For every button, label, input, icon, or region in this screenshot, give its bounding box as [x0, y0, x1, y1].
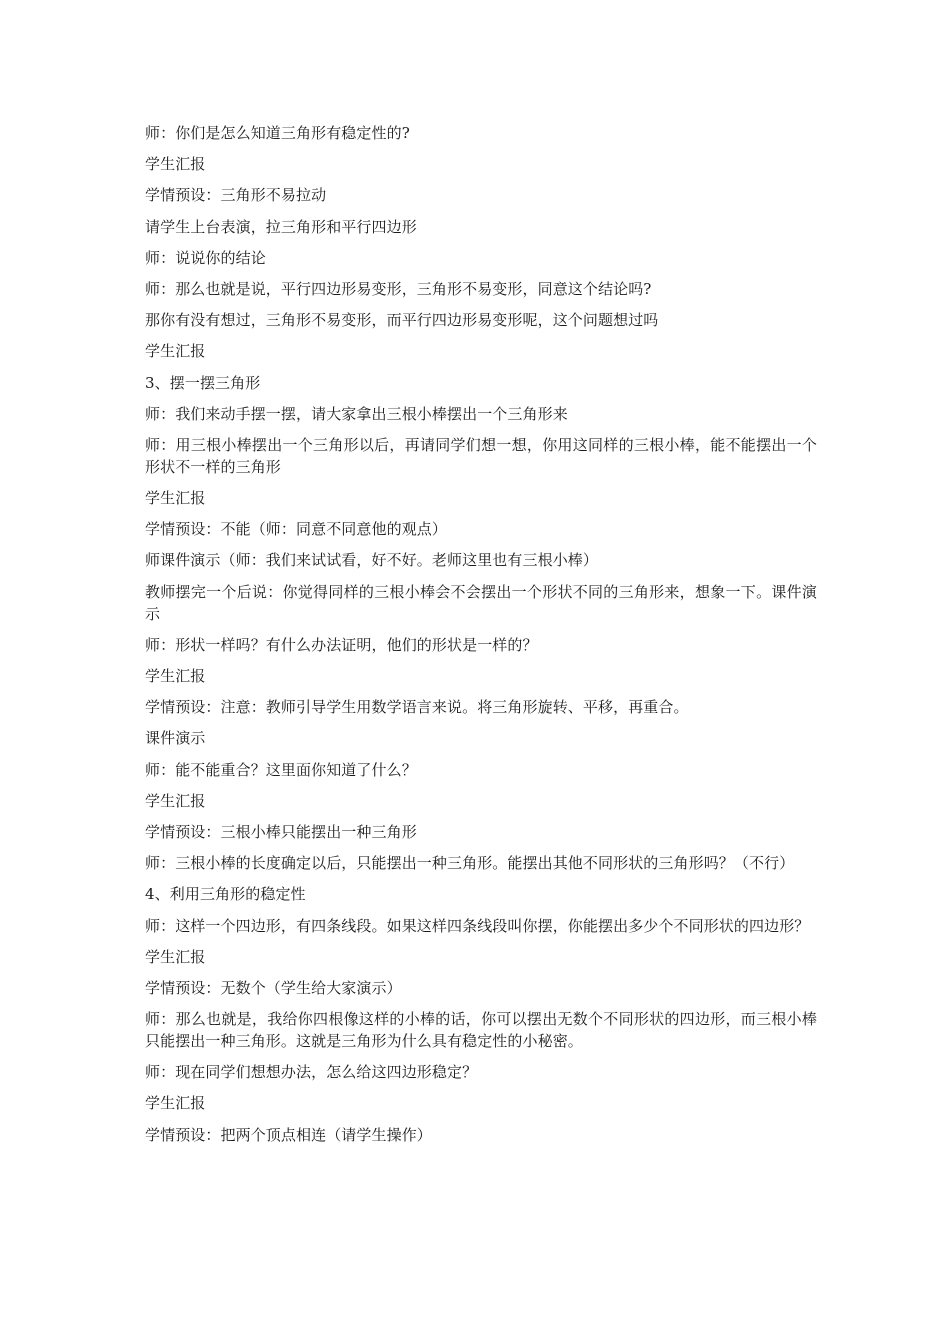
- paragraph: 教师摆完一个后说：你觉得同样的三根小棒会不会摆出一个形状不同的三角形来，想象一下。课件演示: [145, 582, 817, 623]
- paragraph: 学情预设：注意：教师引导学生用数学语言来说。将三角形旋转、平移，再重合。: [145, 698, 689, 717]
- paragraph: 学生汇报: [145, 342, 206, 361]
- paragraph: 学生汇报: [145, 947, 206, 966]
- paragraph: 师：那么也就是说，平行四边形易变形，三角形不易变形，同意这个结论吗?: [145, 279, 652, 298]
- paragraph: 学情预设：三根小棒只能摆出一种三角形: [145, 822, 417, 841]
- paragraph: 学情预设：把两个顶点相连（请学生操作）: [145, 1125, 432, 1144]
- paragraph: 师：你们是怎么知道三角形有稳定性的?: [145, 124, 410, 142]
- paragraph: 师：说说你的结论: [145, 248, 266, 267]
- paragraph: 师：我们来动手摆一摆，请大家拿出三根小棒摆出一个三角形来: [145, 404, 568, 423]
- paragraph: 学生汇报: [145, 667, 206, 685]
- paragraph: 师：形状一样吗？有什么办法证明，他们的形状是一样的？: [145, 635, 538, 654]
- paragraph: 师：这样一个四边形，有四条线段。如果这样四条线段叫你摆，你能摆出多少个不同形状的四边形？: [145, 916, 810, 935]
- paragraph: 师：能不能重合？这里面你知道了什么？: [145, 760, 417, 779]
- paragraph: 学生汇报: [145, 791, 206, 810]
- paragraph: 课件演示: [145, 729, 206, 748]
- section-heading: 4、利用三角形的稳定性: [145, 885, 306, 904]
- paragraph: 师：用三根小棒摆出一个三角形以后，再请同学们想一想，你用这同样的三根小棒，能不能摆出一个形状不一样的三角形: [145, 435, 817, 476]
- paragraph: 学生汇报: [145, 155, 206, 174]
- document-body: [145, 122, 817, 1155]
- paragraph: 学情预设：无数个（学生给大家演示）: [145, 978, 402, 997]
- paragraph: 师：三根小棒的长度确定以后，只能摆出一种三角形。能摆出其他不同形状的三角形吗？（不行）: [145, 854, 795, 873]
- paragraph: 师：现在同学们想想办法，怎么给这四边形稳定？: [145, 1063, 478, 1082]
- paragraph: 学情预设：三角形不易拉动: [145, 186, 327, 205]
- section-heading: 3、摆一摆三角形: [145, 373, 261, 392]
- paragraph: 那你有没有想过，三角形不易变形，而平行四边形易变形呢，这个问题想过吗: [145, 311, 659, 330]
- paragraph: 师课件演示（师：我们来试试看，好不好。老师这里也有三根小棒）: [145, 551, 599, 570]
- paragraph: 学生汇报: [145, 489, 206, 508]
- paragraph: 学情预设：不能（师：同意不同意他的观点）: [145, 520, 448, 539]
- paragraph: 学生汇报: [145, 1094, 206, 1113]
- paragraph: 请学生上台表演，拉三角形和平行四边形: [145, 217, 417, 236]
- paragraph: 师：那么也就是，我给你四根像这样的小棒的话，你可以摆出无数个不同形状的四边形，而三根小棒只能摆出一种三角形。这就是三角形为什么具有稳定性的小秘密。: [145, 1010, 817, 1051]
